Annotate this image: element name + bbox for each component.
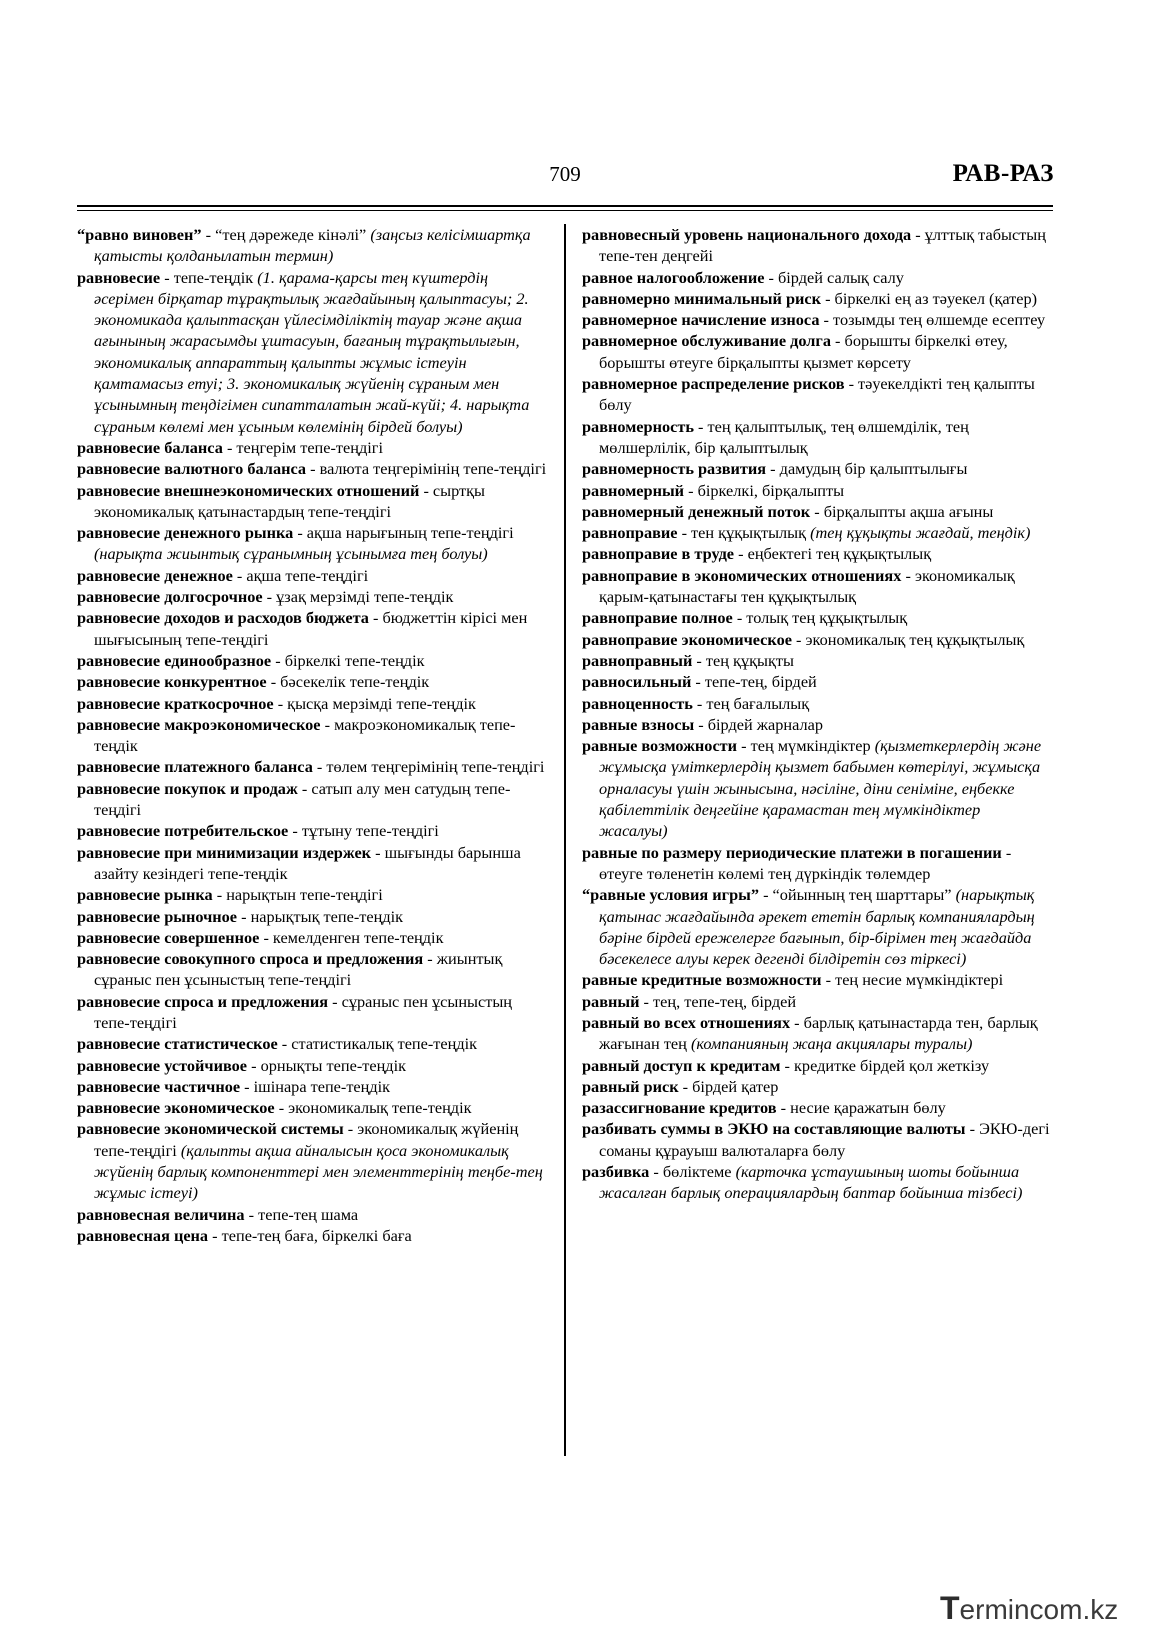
entry-definition: - тең құқықты	[692, 650, 794, 670]
entry-definition: - тең бағалылық	[692, 693, 810, 713]
entry-term: равновесие частичное	[77, 1076, 241, 1096]
entry-definition: - тәуекелдікті тең қалыпты бөлу	[599, 374, 1035, 415]
entry-definition: - дамудың бір қалыптылығы	[766, 459, 968, 479]
entry-term: равноправие в экономических отношениях	[582, 565, 902, 585]
dictionary-entry	[77, 671, 547, 692]
entry-definition: - теңгерім тепе-теңдігі	[222, 437, 383, 457]
entry-term: равные по размеру периодические платежи в погашении	[582, 842, 1002, 862]
entry-term: “равные условия игры”	[582, 885, 759, 905]
entry-definition: - несие қаражатын бөлу	[776, 1098, 946, 1118]
entry-definition: - кредитке бірдей қол жеткізу	[780, 1055, 990, 1075]
entry-definition: - біркелкі, бірқалыпты	[684, 480, 845, 500]
entry-term: равновесие баланса	[77, 437, 223, 457]
entry-definition: - бірдей салық салу	[764, 267, 904, 287]
column-divider	[564, 224, 566, 1456]
dictionary-entry	[77, 906, 547, 927]
entry-definition: - тепе-теңдік	[160, 267, 258, 287]
entry-definition: - ақша нарығының тепе-теңдігі	[293, 523, 514, 543]
entry-note: (тең құқықты жағдай, теңдік)	[810, 523, 1031, 543]
entry-term: равновесие рыночное	[77, 906, 238, 926]
entry-definition: - макроэкономикалық тепе-теңдік	[94, 714, 516, 756]
dictionary-entry	[77, 1097, 547, 1118]
entry-definition: - ұзақ мерзімді тепе-теңдік	[262, 587, 454, 607]
dictionary-entry	[77, 1225, 547, 1246]
entry-definition: - біркелкі тепе-теңдік	[271, 650, 425, 670]
entry-definition: - жиынтық сұраныс пен ұсыныстың тепе-теңдігі	[94, 949, 503, 990]
entry-definition: - экономикалық қарым-қатынастағы тен құқықтылық	[599, 565, 1015, 607]
entry-definition: - сыртқы экономикалық қатынастардың тепе-теңдігі	[94, 480, 485, 521]
dictionary-entry	[77, 714, 547, 757]
entry-definition: - өтеуге төленетін көлемі тең дүркіндік төлемдер	[599, 842, 1012, 883]
entry-definition: - ұлттық табыстың тепе-тен деңгейі	[599, 225, 1046, 266]
entry-definition: - барлық қатынастарда тен, барлық жағынан тең	[599, 1012, 1038, 1054]
entry-definition: - орнықты тепе-теңдік	[247, 1055, 407, 1075]
entry-definition: - ішінара тепе-теңдік	[240, 1076, 391, 1096]
entry-note: (1. қарама-қарсы тең күштердің әсерімен бірқатар тұрақтылық жағдайының қалыптасуы; 2. экономикада қалыптасқан үйлесімділіктің тауар және ақша ағынының жарасымды ұштасуын, бағаның тұрақтылығын, экономикалық аппараттың қалыпты жұмыс істеуін қамтамасыз етуі; 3. экономикалық жүйенің сұраным мен ұсынымның теңдігімен сипатталатын жай-күйі; 4. нарықта сұраным көлемі мен ұсыным көлемінің бірдей болуы)	[94, 267, 530, 436]
dictionary-entry	[582, 735, 1052, 841]
dictionary-entry	[77, 1076, 547, 1097]
entry-term: равноправие полное	[582, 608, 733, 628]
dictionary-entry	[582, 416, 1052, 459]
header-rule-thin	[77, 210, 1053, 211]
entry-term: разбивка	[582, 1162, 650, 1182]
entry-term: равновесие долгосрочное	[77, 587, 263, 607]
dictionary-entry	[77, 820, 547, 841]
dictionary-entry	[582, 288, 1052, 309]
dictionary-entry	[77, 267, 547, 437]
dictionary-entry	[582, 1118, 1052, 1161]
entry-definition: - ЭКЮ-дегі соманы құрауыш валюталарға бөлу	[599, 1119, 1050, 1160]
running-head: РАВ-РАЗ	[952, 160, 1054, 187]
entry-term: равновесие экономической системы	[77, 1119, 344, 1139]
dictionary-entry	[582, 671, 1052, 692]
entry-definition: - толық тең құқықтылық	[732, 608, 908, 628]
entry-term: равноправие экономическое	[582, 629, 792, 649]
right-column	[582, 224, 1052, 1204]
entry-definition: - бөліктеме	[649, 1162, 736, 1182]
entry-definition: - бірдей жарналар	[694, 714, 823, 734]
dictionary-entry	[582, 458, 1052, 479]
dictionary-entry	[77, 565, 547, 586]
entry-term: равный риск	[582, 1076, 679, 1096]
entry-term: равноправный	[582, 650, 693, 670]
entry-term: равновесный уровень национального дохода	[582, 225, 912, 244]
entry-term: равновесие покупок и продаж	[77, 778, 298, 798]
entry-term: равновесие	[77, 267, 161, 287]
dictionary-entry	[582, 693, 1052, 714]
entry-term: равновесие конкурентное	[77, 672, 267, 692]
entry-term: равновесие потребительское	[77, 821, 289, 841]
entry-term: равновесие единообразное	[77, 650, 272, 670]
entry-term: равный во всех отношениях	[582, 1012, 791, 1032]
entry-definition: - шығынды барынша азайту кезіндегі тепе-теңдік	[94, 842, 521, 883]
entry-term: равновесие при минимизации издержек	[77, 842, 372, 862]
dictionary-entry	[582, 991, 1052, 1012]
dictionary-entry	[77, 693, 547, 714]
dictionary-entry	[77, 586, 547, 607]
dictionary-entry	[77, 1204, 547, 1225]
entry-definition: - “ойынның тең шарттары”	[759, 885, 956, 905]
dictionary-entry	[77, 884, 547, 905]
dictionary-entry	[77, 1118, 547, 1203]
entry-term: равновесная величина	[77, 1204, 245, 1224]
dictionary-entry	[582, 629, 1052, 650]
dictionary-entry	[582, 1012, 1052, 1055]
entry-definition: - экономикалық тепе-теңдік	[274, 1098, 472, 1118]
dictionary-entry	[582, 224, 1052, 267]
entry-definition: - сатып алу мен сатудың тепе-теңдігі	[94, 778, 511, 820]
dictionary-entry	[77, 224, 547, 267]
site-logo: Termincom.kz	[940, 1590, 1119, 1626]
dictionary-entry	[582, 267, 1052, 288]
dictionary-entry	[77, 480, 547, 523]
dictionary-entry	[582, 480, 1052, 501]
entry-term: равновесие статистическое	[77, 1034, 278, 1054]
entry-definition: - экономикалық жүйенің тепе-теңдігі	[94, 1119, 519, 1160]
entry-definition: - тепе-тең шама	[244, 1204, 359, 1224]
entry-term: “равно виновен”	[77, 225, 202, 244]
entry-term: равносильный	[582, 672, 692, 692]
entry-definition: - бәсекелік тепе-теңдік	[266, 672, 430, 692]
dictionary-entry	[582, 309, 1052, 330]
dictionary-entry	[582, 884, 1052, 969]
entry-note: (қалыпты ақша айналысын қоса экономикалық жүйенің барлық компоненттері мен элементтерінің теңбе-тең жұмыс істеуі)	[94, 1140, 543, 1203]
entry-term: равномерность развития	[582, 459, 767, 479]
entry-term: равномерное начисление износа	[582, 310, 820, 330]
entry-term: разбивать суммы в ЭКЮ на составляющие валюты	[582, 1119, 966, 1139]
entry-term: равные взносы	[582, 714, 695, 734]
dictionary-entry	[582, 1161, 1052, 1204]
dictionary-entry	[77, 437, 547, 458]
entry-definition: - бірқалыпты ақша ағыны	[810, 501, 994, 521]
entry-note: (карточка ұстаушының шоты бойынша жасалған барлық операциялардың баптар бойынша тізбесі)	[599, 1162, 1023, 1203]
dictionary-entry	[582, 543, 1052, 564]
entry-note: (нарықтық қатынас жағдайында әрекет ететін барлық компаниялардың бәріне бірдей ережелерге бағынып, бір-бірімен тең жағдайда бәсекелесе алуы керек дегенді білдіретін сөз тіркесі)	[599, 885, 1035, 969]
entry-term: равномерность	[582, 416, 694, 436]
entry-term: равновесие совершенное	[77, 927, 260, 947]
entry-term: равноценность	[582, 693, 693, 713]
entry-definition: - тұтыну тепе-теңдігі	[288, 821, 439, 841]
dictionary-entry	[77, 1055, 547, 1076]
entry-term: равновесие валютного баланса	[77, 459, 307, 479]
entry-term: равновесие доходов и расходов бюджета	[77, 608, 369, 628]
entry-term: равновесная цена	[77, 1225, 209, 1245]
entry-definition: - нарықтын тепе-теңдігі	[212, 885, 383, 905]
entry-note: (заңсыз келісімшартқа қатысты қолданылатын термин)	[94, 225, 531, 266]
entry-definition: - тең қалыптылық, тең өлшемділік, тең мөлшерлілік, бір қалыптылық	[599, 416, 969, 457]
entry-note: (компанияның жаңа акциялары туралы)	[690, 1034, 973, 1054]
entry-definition: - сұраныс пен ұсыныстың тепе-теңдігі	[94, 991, 512, 1032]
entry-term: равновесие платежного баланса	[77, 757, 313, 777]
dictionary-entry	[77, 607, 547, 650]
entry-definition: - тең, тепе-тең, бірдей	[639, 991, 797, 1011]
dictionary-entry	[582, 969, 1052, 990]
entry-definition: - экономикалық тең құқықтылық	[791, 629, 1025, 649]
entry-definition: - бірдей қатер	[678, 1076, 779, 1096]
entry-term: равновесие денежное	[77, 565, 233, 585]
entry-term: равные возможности	[582, 736, 738, 756]
entry-term: разассигнование кредитов	[582, 1098, 777, 1118]
dictionary-entry	[77, 1033, 547, 1054]
entry-term: равномерный денежный поток	[582, 501, 811, 521]
entry-definition: - біркелкі ең аз тәуекел (қатер)	[821, 288, 1038, 308]
entry-definition: - тең мүмкіндіктер	[737, 736, 875, 756]
entry-term: равновесие внешнеэкономических отношений	[77, 480, 420, 500]
dictionary-entry	[77, 778, 547, 821]
dictionary-entry	[582, 842, 1052, 885]
entry-definition: - тозымды тең өлшемде есептеу	[819, 310, 1046, 330]
entry-definition: - тен құқықтылық	[677, 523, 811, 543]
dictionary-entry	[582, 501, 1052, 522]
left-column	[77, 224, 547, 1246]
header-rule	[77, 205, 1053, 207]
entry-note: (нарықта жиынтық сұранымның ұсынымға тең болуы)	[94, 544, 488, 564]
dictionary-entry	[77, 650, 547, 671]
entry-definition: - нарықтық тепе-теңдік	[237, 906, 404, 926]
dictionary-entry	[582, 1055, 1052, 1076]
entry-term: равные кредитные возможности	[582, 970, 822, 990]
dictionary-entry	[582, 1097, 1052, 1118]
entry-term: равновесие рынка	[77, 885, 213, 905]
entry-term: равновесие макроэкономическое	[77, 714, 321, 734]
dictionary-entry	[77, 522, 547, 565]
entry-definition: - тепе-тең баға, біркелкі баға	[208, 1225, 412, 1245]
entry-definition: - статистикалық тепе-теңдік	[277, 1034, 478, 1054]
dictionary-entry	[77, 842, 547, 885]
dictionary-entry	[77, 991, 547, 1034]
entry-definition: - ақша тепе-теңдігі	[232, 565, 369, 585]
dictionary-entry	[77, 458, 547, 479]
dictionary-entry	[77, 927, 547, 948]
entry-definition: - бюджеттін кірісі мен шығысының тепе-теңдігі	[94, 608, 528, 649]
entry-term: равновесие денежного рынка	[77, 523, 294, 543]
entry-definition: - төлем теңгерімінің тепе-теңдігі	[312, 757, 545, 777]
entry-term: равномерное обслуживание долга	[582, 331, 831, 351]
dictionary-entry	[582, 330, 1052, 373]
entry-term: равный доступ к кредитам	[582, 1055, 781, 1075]
dictionary-entry	[582, 607, 1052, 628]
entry-term: равновесие экономическое	[77, 1098, 275, 1118]
entry-term: равномерно минимальный риск	[582, 288, 821, 308]
dictionary-entry	[582, 565, 1052, 608]
entry-term: равновесие краткосрочное	[77, 693, 274, 713]
entry-term: равномерное распределение рисков	[582, 374, 845, 394]
entry-term: равноправие в труде	[582, 544, 735, 564]
entry-definition: - валюта теңгерімінің тепе-теңдігі	[306, 459, 547, 479]
entry-term: равномерный	[582, 480, 685, 500]
entry-definition: - еңбектегі тең құқықтылық	[734, 544, 932, 564]
entry-term: равное налогообложение	[582, 267, 765, 287]
dictionary-entry	[582, 650, 1052, 671]
page-number: 709	[549, 162, 581, 186]
entry-definition: - борышты біркелкі өтеу, борышты өтеуге бірқалыпты қызмет көрсету	[599, 331, 1008, 372]
dictionary-entry	[77, 756, 547, 777]
entry-term: равновесие устойчивое	[77, 1055, 248, 1075]
entry-definition: - қысқа мерзімді тепе-теңдік	[273, 693, 476, 713]
entry-definition: - кемелденген тепе-теңдік	[259, 927, 444, 947]
entry-term: равновесие совокупного спроса и предложения	[77, 949, 424, 969]
dictionary-entry	[77, 948, 547, 991]
dictionary-entry	[582, 373, 1052, 416]
dictionary-entry	[582, 714, 1052, 735]
entry-definition: - “тең дәрежеде кінәлі”	[201, 225, 371, 244]
entry-definition: - тең несие мүмкіндіктері	[821, 970, 1004, 990]
dictionary-entry	[582, 1076, 1052, 1097]
entry-term: равный	[582, 991, 640, 1011]
entry-definition: - тепе-тең, бірдей	[691, 672, 817, 692]
entry-term: равноправие	[582, 523, 678, 543]
dictionary-entry	[582, 522, 1052, 543]
entry-note: (қызметкерлердің және жұмысқа үміткерлердің қызмет бабымен көтерілуі, жұмысқа орналасуы үшін жынысына, нәсіліне, діни сеніміне, еңбекке қабілеттілік деңгейіне қарамастан тең мүмкіндіктер жасалуы)	[599, 736, 1042, 841]
entry-term: равновесие спроса и предложения	[77, 991, 329, 1011]
